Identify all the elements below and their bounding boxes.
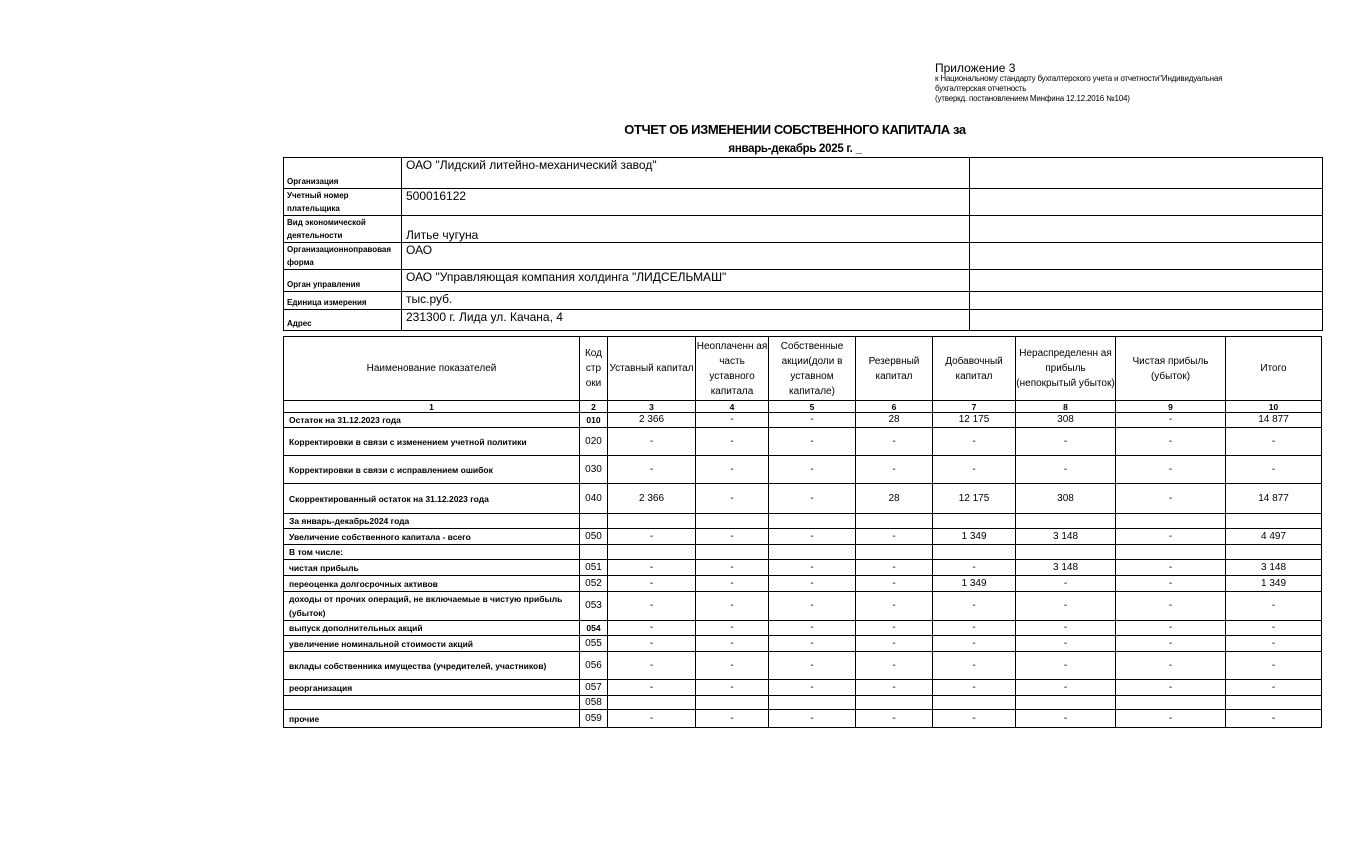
value-cell xyxy=(769,514,856,529)
value-cell xyxy=(1016,696,1116,710)
value-cell xyxy=(1226,545,1322,560)
value-cell: - xyxy=(933,592,1016,621)
row-name: Скорректированный остаток на 31.12.2023 года xyxy=(284,484,580,514)
row-name: вклады собственника имущества (учредителей, участников) xyxy=(284,652,580,680)
column-number: 9 xyxy=(1116,401,1226,413)
value-cell: - xyxy=(933,456,1016,484)
info-row xyxy=(284,189,1323,216)
value-cell: - xyxy=(1116,413,1226,428)
value-cell: - xyxy=(769,636,856,652)
column-number: 4 xyxy=(696,401,769,413)
value-cell: - xyxy=(769,456,856,484)
table-row xyxy=(284,621,1322,636)
value-cell: - xyxy=(769,484,856,514)
value-cell: - xyxy=(856,576,933,592)
row-name: реорганизация xyxy=(284,680,580,696)
value-cell: - xyxy=(696,456,769,484)
column-header: Чистая прибыль (убыток) xyxy=(1116,337,1226,401)
value-cell: - xyxy=(608,680,696,696)
info-extra-cell xyxy=(970,158,1323,189)
value-cell: - xyxy=(769,560,856,576)
appendix-line-3: (утверкд. постановлением Минфина 12.12.2016 №104) xyxy=(935,94,1130,103)
column-header: Неоплаченн ая часть уставного капитала xyxy=(696,337,769,401)
row-name: чистая прибыль xyxy=(284,560,580,576)
value-cell: - xyxy=(1226,592,1322,621)
column-number: 3 xyxy=(608,401,696,413)
info-label: Вид экономической деятельности xyxy=(284,216,402,243)
value-cell: 3 148 xyxy=(1226,560,1322,576)
value-cell xyxy=(769,545,856,560)
value-cell: - xyxy=(933,710,1016,728)
value-cell: - xyxy=(1016,576,1116,592)
row-name: выпуск дополнительных акций xyxy=(284,621,580,636)
value-cell: 14 877 xyxy=(1226,413,1322,428)
value-cell: - xyxy=(856,636,933,652)
value-cell: 1 349 xyxy=(933,576,1016,592)
appendix-note xyxy=(935,62,1222,104)
header-row xyxy=(284,337,1322,401)
row-code: 040 xyxy=(580,484,608,514)
info-row xyxy=(284,310,1323,331)
column-number-row xyxy=(284,401,1322,413)
value-cell: 14 877 xyxy=(1226,484,1322,514)
value-cell: - xyxy=(1226,710,1322,728)
info-label: Организация xyxy=(284,158,402,189)
value-cell xyxy=(696,696,769,710)
row-code: 053 xyxy=(580,592,608,621)
value-cell: 12 175 xyxy=(933,413,1016,428)
value-cell: - xyxy=(696,576,769,592)
value-cell: - xyxy=(856,652,933,680)
value-cell: - xyxy=(856,592,933,621)
row-name: Увеличение собственного капитала - всего xyxy=(284,529,580,545)
value-cell: - xyxy=(1226,652,1322,680)
column-header: Итого xyxy=(1226,337,1322,401)
value-cell: - xyxy=(1016,428,1116,456)
value-cell: - xyxy=(696,560,769,576)
value-cell: - xyxy=(1116,680,1226,696)
value-cell: - xyxy=(696,621,769,636)
row-code: 057 xyxy=(580,680,608,696)
value-cell: - xyxy=(696,710,769,728)
row-name: В том числе: xyxy=(284,545,580,560)
value-cell xyxy=(856,696,933,710)
value-cell: - xyxy=(696,592,769,621)
value-cell: 308 xyxy=(1016,413,1116,428)
row-code xyxy=(580,545,608,560)
value-cell: - xyxy=(1226,636,1322,652)
column-header: Добавочный капитал xyxy=(933,337,1016,401)
value-cell: - xyxy=(1016,680,1116,696)
row-code: 059 xyxy=(580,710,608,728)
value-cell: 28 xyxy=(856,484,933,514)
value-cell xyxy=(1016,514,1116,529)
value-cell: - xyxy=(1016,710,1116,728)
table-row xyxy=(284,514,1322,529)
value-cell: - xyxy=(1116,529,1226,545)
table-row xyxy=(284,652,1322,680)
value-cell: - xyxy=(1116,636,1226,652)
column-number: 5 xyxy=(769,401,856,413)
row-name: За январь-декабрь2024 года xyxy=(284,514,580,529)
value-cell: 4 497 xyxy=(1226,529,1322,545)
value-cell: - xyxy=(769,710,856,728)
value-cell: - xyxy=(696,636,769,652)
table-row xyxy=(284,696,1322,710)
table-row xyxy=(284,428,1322,456)
value-cell xyxy=(608,696,696,710)
value-cell: - xyxy=(1226,680,1322,696)
table-row xyxy=(284,529,1322,545)
table-row xyxy=(284,710,1322,728)
appendix-line-2: бухгалтерская отчетность xyxy=(935,84,1027,93)
table-row xyxy=(284,592,1322,621)
value-cell: - xyxy=(769,413,856,428)
value-cell: - xyxy=(856,560,933,576)
value-cell: - xyxy=(608,428,696,456)
value-cell: - xyxy=(856,456,933,484)
row-name: увеличение номинальной стоимости акций xyxy=(284,636,580,652)
value-cell: - xyxy=(1226,456,1322,484)
info-label: Учетный номер плательщика xyxy=(284,189,402,216)
value-cell xyxy=(608,545,696,560)
table-row xyxy=(284,560,1322,576)
value-cell xyxy=(608,514,696,529)
value-cell: - xyxy=(696,529,769,545)
column-header: Резервный капитал xyxy=(856,337,933,401)
row-code: 020 xyxy=(580,428,608,456)
organization-info-table xyxy=(283,157,1323,331)
value-cell: - xyxy=(608,621,696,636)
row-name: переоценка долгосрочных активов xyxy=(284,576,580,592)
value-cell: - xyxy=(696,680,769,696)
row-code: 051 xyxy=(580,560,608,576)
info-value: Литье чугуна xyxy=(402,216,970,243)
value-cell xyxy=(1016,545,1116,560)
column-number: 8 xyxy=(1016,401,1116,413)
info-value: ОАО "Лидский литейно-механический завод" xyxy=(402,158,970,189)
appendix-title: Приложение 3 xyxy=(935,61,1016,75)
info-value: тыс.руб. xyxy=(402,292,970,310)
value-cell xyxy=(696,514,769,529)
info-extra-cell xyxy=(970,189,1323,216)
value-cell: - xyxy=(856,529,933,545)
value-cell: - xyxy=(696,484,769,514)
table-row xyxy=(284,576,1322,592)
info-value: 231300 г. Лида ул. Качана, 4 xyxy=(402,310,970,331)
value-cell: - xyxy=(1226,428,1322,456)
value-cell xyxy=(1116,545,1226,560)
value-cell: - xyxy=(769,592,856,621)
table-row xyxy=(284,456,1322,484)
value-cell: - xyxy=(696,428,769,456)
value-cell: - xyxy=(1116,456,1226,484)
row-name: Корректировки в связи с исправлением ошибок xyxy=(284,456,580,484)
info-row xyxy=(284,158,1323,189)
info-extra-cell xyxy=(970,216,1323,243)
value-cell xyxy=(856,545,933,560)
row-code: 010 xyxy=(580,413,608,428)
value-cell: - xyxy=(608,456,696,484)
table-row xyxy=(284,413,1322,428)
value-cell: - xyxy=(769,621,856,636)
info-extra-cell xyxy=(970,270,1323,292)
value-cell: - xyxy=(608,576,696,592)
equity-changes-table xyxy=(283,336,1322,728)
value-cell xyxy=(1226,514,1322,529)
value-cell: - xyxy=(1226,621,1322,636)
value-cell: 1 349 xyxy=(1226,576,1322,592)
column-number: 2 xyxy=(580,401,608,413)
column-header: Код стр оки xyxy=(580,337,608,401)
info-row xyxy=(284,216,1323,243)
value-cell xyxy=(1116,696,1226,710)
info-row xyxy=(284,270,1323,292)
value-cell: 2 366 xyxy=(608,484,696,514)
table-row xyxy=(284,680,1322,696)
row-name: доходы от прочих операций, не включаемые в чистую прибыль (убыток) xyxy=(284,592,580,621)
appendix-line-1: к Национальному стандарту бухгалтерского учета и отчетности"Индивидуальная xyxy=(935,74,1223,83)
value-cell: 3 148 xyxy=(1016,529,1116,545)
value-cell: - xyxy=(608,636,696,652)
row-name: Остаток на 31.12.2023 года xyxy=(284,413,580,428)
value-cell: - xyxy=(769,428,856,456)
value-cell: - xyxy=(769,529,856,545)
table-row xyxy=(284,636,1322,652)
value-cell: - xyxy=(933,636,1016,652)
column-header: Уставный капитал xyxy=(608,337,696,401)
row-code: 054 xyxy=(580,621,608,636)
column-number: 6 xyxy=(856,401,933,413)
row-code: 052 xyxy=(580,576,608,592)
value-cell: - xyxy=(608,560,696,576)
value-cell xyxy=(769,696,856,710)
value-cell: 2 366 xyxy=(608,413,696,428)
row-name: прочие xyxy=(284,710,580,728)
row-code xyxy=(580,514,608,529)
report-title: ОТЧЕТ ОБ ИЗМЕНЕНИИ СОБСТВЕННОГО КАПИТАЛА за xyxy=(624,122,966,137)
value-cell: - xyxy=(1116,428,1226,456)
value-cell xyxy=(933,545,1016,560)
value-cell: - xyxy=(933,680,1016,696)
value-cell: - xyxy=(769,652,856,680)
value-cell: - xyxy=(1116,652,1226,680)
value-cell: - xyxy=(608,652,696,680)
value-cell: 3 148 xyxy=(1016,560,1116,576)
value-cell: - xyxy=(856,680,933,696)
value-cell: - xyxy=(933,428,1016,456)
value-cell: - xyxy=(1016,592,1116,621)
row-code: 058 xyxy=(580,696,608,710)
info-value: 500016122 xyxy=(402,189,970,216)
row-code: 050 xyxy=(580,529,608,545)
info-extra-cell xyxy=(970,310,1323,331)
value-cell: - xyxy=(856,428,933,456)
value-cell: 308 xyxy=(1016,484,1116,514)
value-cell: - xyxy=(856,621,933,636)
value-cell: - xyxy=(1016,456,1116,484)
value-cell: - xyxy=(696,652,769,680)
row-code: 056 xyxy=(580,652,608,680)
row-code: 055 xyxy=(580,636,608,652)
report-period: январь-декабрь 2025 г. _ xyxy=(728,143,862,155)
value-cell: - xyxy=(608,529,696,545)
value-cell: - xyxy=(769,576,856,592)
column-number: 10 xyxy=(1226,401,1322,413)
info-row xyxy=(284,292,1323,310)
column-header: Нераспределенн ая прибыль (непокрытый убыток) xyxy=(1016,337,1116,401)
value-cell: - xyxy=(769,680,856,696)
value-cell xyxy=(856,514,933,529)
row-code: 030 xyxy=(580,456,608,484)
value-cell xyxy=(1226,696,1322,710)
info-label: Единица измерения xyxy=(284,292,402,310)
value-cell: - xyxy=(1116,576,1226,592)
value-cell: - xyxy=(933,560,1016,576)
info-row xyxy=(284,243,1323,270)
value-cell: - xyxy=(1116,484,1226,514)
value-cell: - xyxy=(1116,710,1226,728)
value-cell: 28 xyxy=(856,413,933,428)
value-cell: - xyxy=(1116,560,1226,576)
column-header: Наименование показателей xyxy=(284,337,580,401)
info-extra-cell xyxy=(970,292,1323,310)
value-cell: - xyxy=(1016,652,1116,680)
value-cell: 1 349 xyxy=(933,529,1016,545)
info-label: Орган управления xyxy=(284,270,402,292)
value-cell: - xyxy=(696,413,769,428)
info-extra-cell xyxy=(970,243,1323,270)
value-cell xyxy=(933,696,1016,710)
row-name: Корректировки в связи с изменением учетной политики xyxy=(284,428,580,456)
column-number: 7 xyxy=(933,401,1016,413)
info-value: ОАО "Управляющая компания холдинга "ЛИДСЕЛЬМАШ" xyxy=(402,270,970,292)
value-cell: - xyxy=(1016,621,1116,636)
value-cell: - xyxy=(933,652,1016,680)
value-cell: - xyxy=(1116,592,1226,621)
info-value: ОАО xyxy=(402,243,970,270)
table-row xyxy=(284,545,1322,560)
value-cell xyxy=(933,514,1016,529)
value-cell xyxy=(696,545,769,560)
info-label: Организационноправовая форма xyxy=(284,243,402,270)
value-cell: - xyxy=(1016,636,1116,652)
column-number: 1 xyxy=(284,401,580,413)
row-name xyxy=(284,696,580,710)
info-label: Адрес xyxy=(284,310,402,331)
value-cell: - xyxy=(608,592,696,621)
value-cell xyxy=(1116,514,1226,529)
value-cell: 12 175 xyxy=(933,484,1016,514)
value-cell: - xyxy=(608,710,696,728)
value-cell: - xyxy=(933,621,1016,636)
value-cell: - xyxy=(1116,621,1226,636)
column-header: Собственные акции(доли в уставном капитале) xyxy=(769,337,856,401)
table-row xyxy=(284,484,1322,514)
value-cell: - xyxy=(856,710,933,728)
